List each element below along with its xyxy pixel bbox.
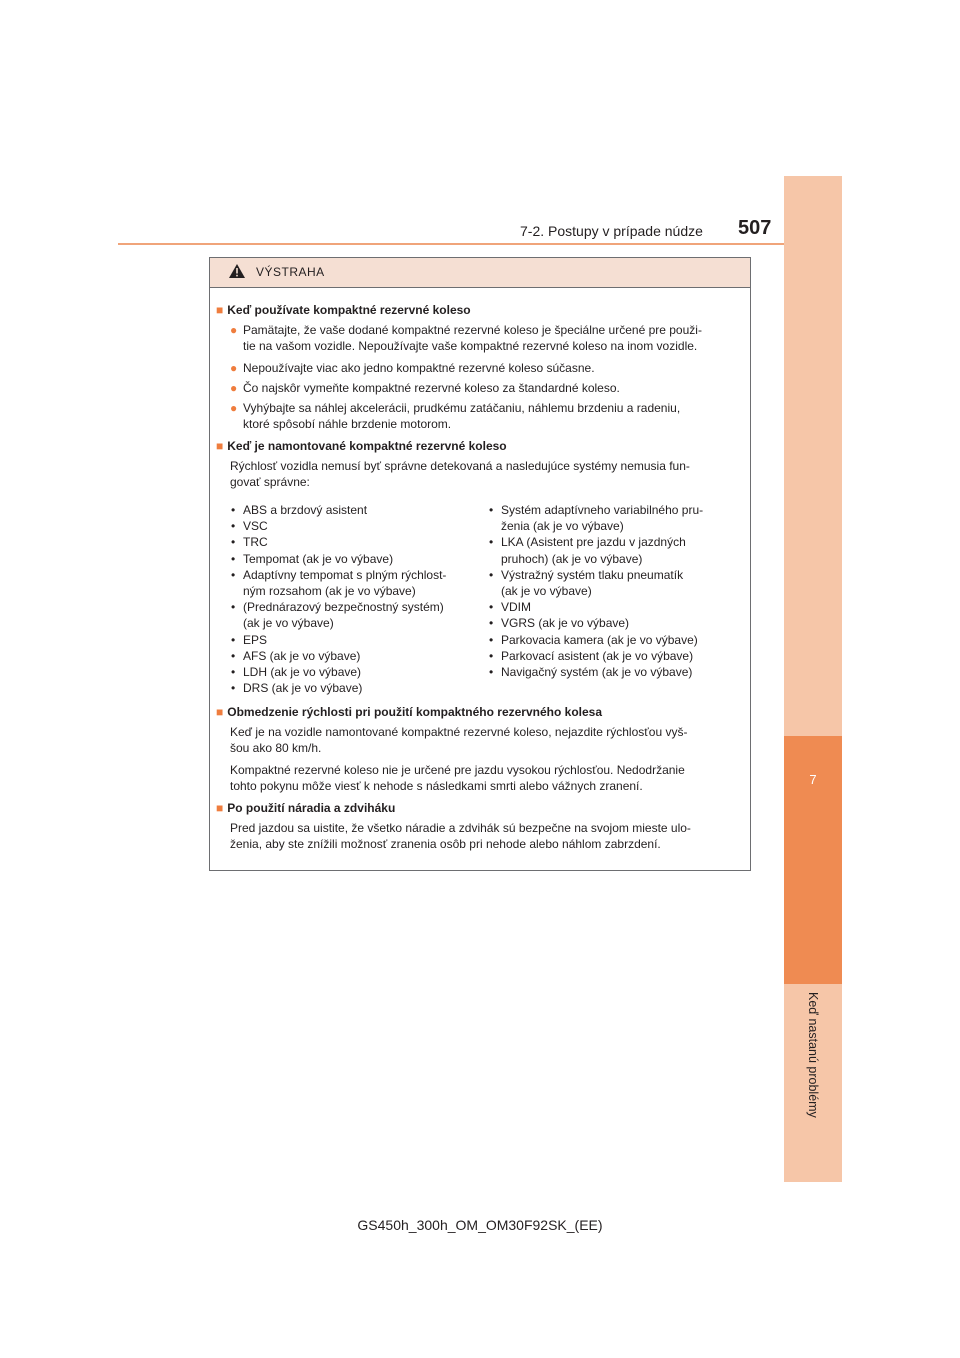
circle-bullet-icon: ●: [230, 361, 238, 375]
text-line: Systém adaptívneho variabilného pru-: [501, 503, 704, 517]
list-item: • VGRS (ak je vo výbave): [488, 615, 746, 631]
text-line: Nepoužívajte viac ako jedno kompaktné rezervné koleso súčasne.: [243, 361, 595, 375]
text-line: Rýchlosť vozidla nemusí byť správne detekovaná a nasledujúce systémy nemusia fun-: [230, 459, 690, 473]
text-line: Vyhýbajte sa náhlej akcelerácii, prudkému zatáčaniu, náhlemu brzdeniu a radeniu,: [243, 401, 681, 415]
bullet-item: [230, 400, 743, 433]
section-heading-text: Keď je namontované kompaktné rezervné koleso: [227, 439, 507, 453]
chapter-title: Keď nastanú problémy: [806, 992, 820, 1118]
chapter-side-tab: [784, 176, 842, 1182]
warning-triangle-icon: [228, 263, 246, 279]
list-item: [230, 567, 480, 599]
text-line: (ak je vo výbave): [243, 616, 334, 631]
list-item: • AFS (ak je vo výbave): [230, 648, 480, 664]
bullet-item: [230, 360, 743, 376]
section-heading: [216, 438, 507, 454]
square-bullet-icon: ■: [216, 705, 224, 719]
text-line: Pred jazdou sa uistite, že všetko náradie a zdvihák sú bezpečne na svojom mieste ulo-: [230, 821, 691, 835]
text-line: Čo najskôr vymeňte kompaktné rezervné koleso za štandardné koleso.: [243, 381, 620, 395]
section-heading: [216, 704, 602, 720]
text-line: ženia (ak je vo výbave): [501, 519, 624, 534]
section-heading: [216, 302, 471, 318]
text-line: ženia, aby ste znížili možnosť zranenia osôb pri nehode alebo náhlom zabrzdení.: [230, 837, 661, 852]
square-bullet-icon: ■: [216, 801, 224, 815]
affected-systems-list-left: [230, 502, 480, 696]
text-line: Pamätajte, že vaše dodané kompaktné rezervné koleso je špeciálne určené pre použi-: [243, 323, 702, 337]
list-item: • TRC: [230, 534, 480, 550]
text-line: govať správne:: [230, 475, 310, 490]
list-item: • EPS: [230, 632, 480, 648]
footer-model-code: GS450h_300h_OM_OM30F92SK_(EE): [357, 1217, 603, 1233]
section-heading-text: Keď používate kompaktné rezervné koleso: [227, 303, 471, 317]
text-line: Keď je na vozidle namontované kompaktné rezervné koleso, nejazdite rýchlosťou vyš-: [230, 725, 688, 739]
bullet-item: [230, 322, 743, 355]
list-item: • VDIM: [488, 599, 746, 615]
text-line: ným rozsahom (ak je vo výbave): [243, 584, 416, 599]
warning-box: [209, 257, 751, 871]
text-line: Výstražný systém tlaku pneumatík: [501, 567, 684, 582]
section-heading-text: Po použití náradia a zdviháku: [227, 801, 396, 815]
list-item: • Parkovací asistent (ak je vo výbave): [488, 648, 746, 664]
list-item: • Tempomat (ak je vo výbave): [230, 551, 480, 567]
circle-bullet-icon: ●: [230, 381, 238, 395]
list-item: [488, 534, 746, 566]
list-item: [488, 567, 746, 599]
text-line: pruhoch) (ak je vo výbave): [501, 551, 643, 566]
section-title: 7-2. Postupy v prípade núdze: [520, 223, 703, 239]
page-number: 507: [738, 217, 772, 239]
circle-bullet-icon: ●: [230, 401, 238, 415]
text-line: Prednárazový bezpečnostný systém): [247, 600, 444, 615]
section-paragraph: [230, 762, 742, 795]
list-item: • Parkovacia kamera (ak je vo výbave): [488, 632, 746, 648]
section-paragraph: [230, 820, 742, 853]
list-item: • Navigačný systém (ak je vo výbave): [488, 664, 746, 680]
list-item: • DRS (ak je vo výbave): [230, 680, 480, 696]
header-rule: [118, 243, 784, 245]
warning-title: VÝSTRAHA: [256, 265, 325, 279]
list-item: [488, 502, 746, 534]
text-line: tie na vašom vozidle. Nepoužívajte vaše kompaktné rezervné koleso na inom vozidle.: [243, 339, 698, 354]
list-item: • (Prednárazový bezpečnostný systém) (ak je vo výbave): [230, 599, 480, 631]
text-line: Adaptívny tempomat s plným rýchlost-: [243, 567, 447, 582]
section-heading-text: Obmedzenie rýchlosti pri použití kompaktného rezervného kolesa: [227, 705, 603, 719]
section-heading: [216, 800, 395, 816]
square-bullet-icon: ■: [216, 303, 224, 317]
circle-bullet-icon: ●: [230, 323, 238, 337]
text-line: šou ako 80 km/h.: [230, 741, 322, 756]
square-bullet-icon: ■: [216, 439, 224, 453]
text-line: (ak je vo výbave): [501, 584, 592, 599]
text-line: ktoré spôsobí náhle brzdenie motorom.: [243, 417, 452, 432]
text-line: LKA (Asistent pre jazdu v jazdných: [501, 535, 686, 550]
section-paragraph: [230, 458, 742, 491]
section-paragraph: [230, 724, 742, 757]
warning-header: [210, 258, 750, 288]
bullet-item: [230, 380, 743, 396]
list-item: • ABS a brzdový asistent: [230, 502, 480, 518]
affected-systems-list-right: [488, 502, 746, 680]
list-item: • VSC: [230, 518, 480, 534]
text-line: tohto pokynu môže viesť k nehode s následkami smrti alebo vážnych zranení.: [230, 779, 643, 794]
list-item: • LDH (ak je vo výbave): [230, 664, 480, 680]
text-line: Kompaktné rezervné koleso nie je určené pre jazdu vysokou rýchlosťou. Nedodržanie: [230, 763, 685, 777]
chapter-number: 7: [809, 772, 817, 787]
